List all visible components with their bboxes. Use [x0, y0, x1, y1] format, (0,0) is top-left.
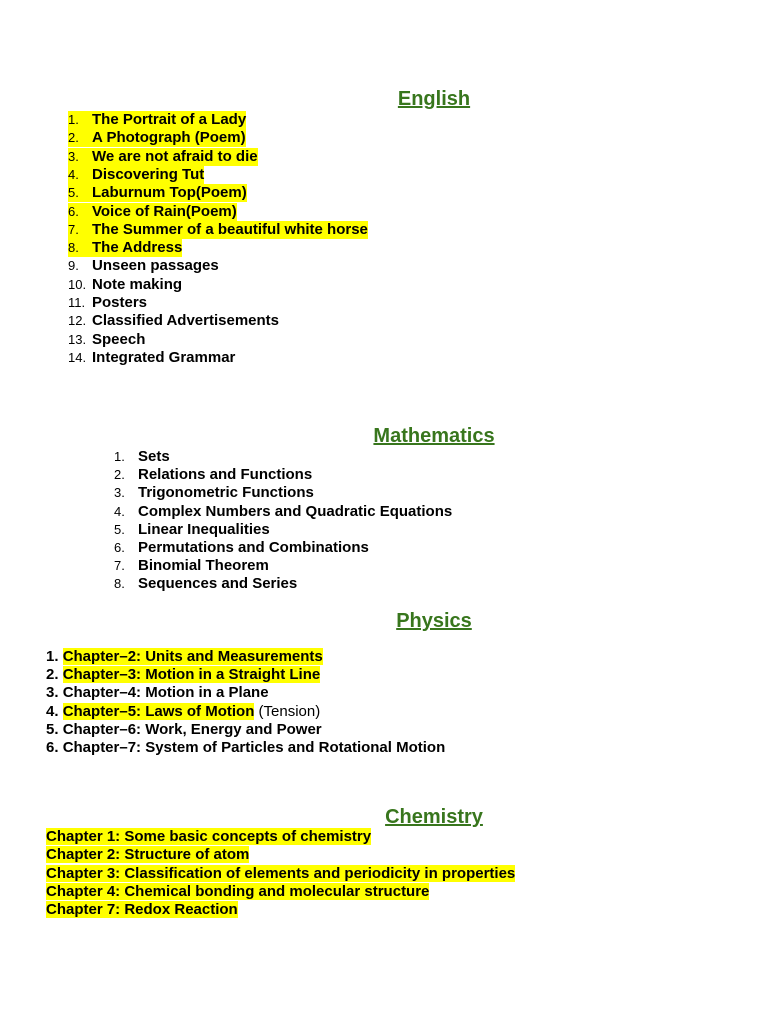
list-text: The Summer of a beautiful white horse: [92, 220, 368, 238]
list-number: 5.: [68, 184, 92, 202]
list-text: Chapter 3: Classification of elements and periodicity in properties: [46, 864, 516, 882]
list-text: A Photograph (Poem): [92, 129, 246, 147]
list-text: Posters: [92, 294, 148, 311]
list-number: 11.: [68, 295, 86, 310]
list-number: 1.: [68, 111, 92, 129]
list-number: 8.: [68, 239, 92, 257]
list-number: 5.: [114, 521, 125, 537]
list-item: [46, 828, 371, 846]
list-suffix: (Tension): [254, 702, 321, 720]
list-item: [46, 865, 515, 883]
english-heading: English: [397, 88, 471, 110]
list-number: 6.: [114, 540, 125, 555]
list-text: Laburnum Top(Poem): [92, 184, 247, 202]
list-number: 6.: [46, 739, 59, 756]
list-number: 8.: [114, 576, 125, 592]
list-text: Voice of Rain(Poem): [92, 202, 237, 220]
list-text: Sequences and Series: [138, 575, 298, 593]
list-number: 3.: [46, 684, 59, 702]
list-text: Sets: [138, 448, 170, 465]
list-text: Chapter 2: Structure of atom: [46, 846, 250, 864]
list-text: Chapter–7: System of Particles and Rotational Motion: [62, 739, 446, 756]
list-text: Relations and Functions: [138, 466, 313, 484]
list-text: Discovering Tut: [92, 165, 205, 183]
list-text: Binomial Theorem: [138, 557, 269, 575]
list-text: Permutations and Combinations: [138, 539, 369, 556]
list-item: [46, 739, 445, 757]
list-text: The Portrait of a Lady: [92, 111, 247, 128]
list-number: 1.: [46, 648, 59, 665]
list-text: Integrated Grammar: [92, 348, 236, 366]
list-item: [46, 684, 269, 702]
list-number: 7.: [114, 558, 125, 574]
list-item: [46, 721, 322, 739]
list-number: 3.: [114, 485, 125, 501]
mathematics-heading: Mathematics: [373, 425, 495, 447]
list-item: [46, 846, 249, 864]
list-number: 2.: [46, 666, 59, 684]
list-number: 3.: [68, 148, 92, 166]
list-text: Unseen passages: [92, 257, 219, 275]
list-text: Complex Numbers and Quadratic Equations: [138, 502, 453, 520]
list-number: 6.: [68, 203, 92, 221]
list-text: Chapter–3: Motion in a Straight Line: [62, 666, 321, 684]
list-text: Classified Advertisements: [92, 312, 280, 330]
list-text: Chapter–5: Laws of Motion: [62, 702, 255, 720]
list-number: 4.: [46, 702, 59, 720]
list-number: 7.: [68, 221, 92, 239]
list-text: Linear Inequalities: [138, 520, 270, 538]
list-item: [46, 666, 320, 684]
list-text: Trigonometric Functions: [138, 484, 314, 502]
list-text: Chapter 1: Some basic concepts of chemistry: [46, 828, 372, 845]
list-item: [46, 883, 429, 901]
list-text: Chapter–4: Motion in a Plane: [62, 684, 269, 702]
list-text: Chapter–6: Work, Energy and Power: [62, 720, 322, 738]
list-text: Speech: [92, 330, 146, 348]
physics-heading: Physics: [396, 610, 472, 632]
list-text: Chapter 4: Chemical bonding and molecular structure: [46, 882, 430, 900]
list-item: [46, 648, 323, 666]
list-text: Chapter–2: Units and Measurements: [62, 648, 323, 665]
list-text: Note making: [92, 275, 183, 293]
list-number: 5.: [46, 720, 59, 738]
list-item: [46, 703, 320, 721]
list-number: 12.: [68, 313, 87, 329]
list-text: The Address: [92, 239, 183, 257]
list-text: Chapter 7: Redox Reaction: [46, 901, 238, 919]
list-number: 1.: [114, 449, 125, 464]
list-number: 10.: [68, 276, 87, 292]
list-number: 2.: [68, 129, 92, 147]
chemistry-heading: Chemistry: [385, 806, 483, 828]
list-item: [46, 901, 238, 919]
list-number: 9.: [68, 258, 79, 274]
list-number: 13.: [68, 331, 87, 347]
list-number: 2.: [114, 467, 125, 483]
list-number: 4.: [114, 503, 125, 519]
list-text: We are not afraid to die: [92, 147, 258, 165]
list-number: 4.: [68, 166, 92, 184]
list-number: 14.: [68, 349, 87, 365]
